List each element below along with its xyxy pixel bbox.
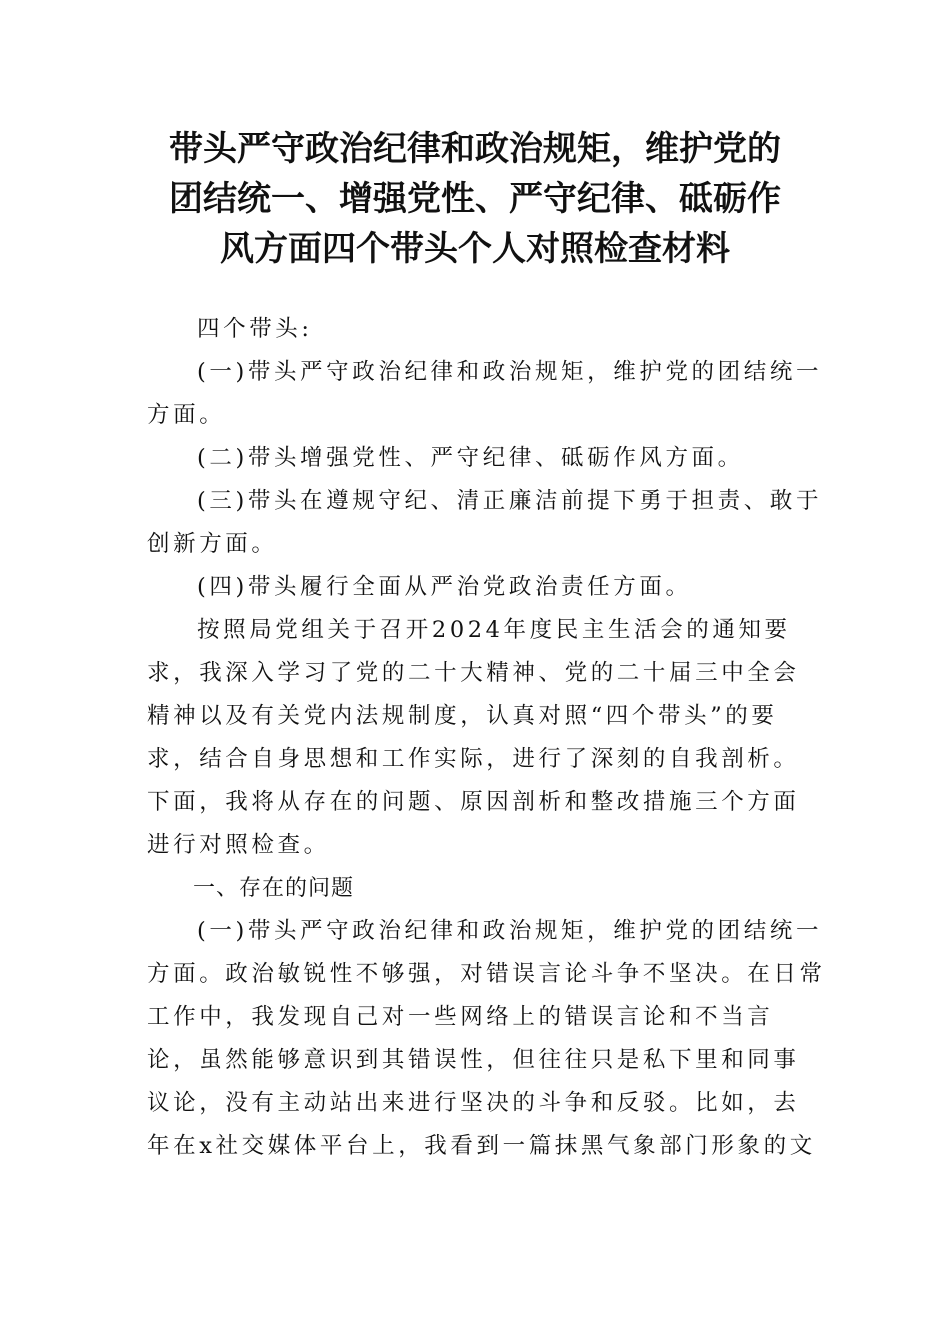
title-line-1: 带头严守政治纪律和政治规矩，维护党的 <box>169 129 781 169</box>
intro-heading: 四个带头: <box>197 316 313 342</box>
paragraph-line: 求，我深入学习了党的二十大精神、党的二十届三中全会 <box>147 660 800 686</box>
section-line: 年在x社交媒体平台上，我看到一篇抹黑气象部门形象的文 <box>147 1133 816 1159</box>
intro-item-3-cont: 创新方面。 <box>147 531 278 557</box>
title-line-3: 风方面四个带头个人对照检查材料 <box>220 229 730 269</box>
section-line: 议论，没有主动站出来进行坚决的斗争和反驳。比如，去 <box>147 1090 800 1116</box>
document-title <box>120 124 830 274</box>
section-line: (一)带头严守政治纪律和政治规矩，维护党的团结统一 <box>197 918 823 944</box>
section-line: 论，虽然能够意识到其错误性，但往往只是私下里和同事 <box>147 1047 800 1073</box>
paragraph-line: 下面，我将从存在的问题、原因剖析和整改措施三个方面 <box>147 789 800 815</box>
document-body <box>147 308 826 1168</box>
paragraph-line: 按照局党组关于召开2024年度民主生活会的通知要 <box>197 617 791 643</box>
intro-item-3: (三)带头在遵规守纪、清正廉洁前提下勇于担责、敢于 <box>197 488 823 514</box>
section-line: 方面。政治敏锐性不够强，对错误言论斗争不坚决。在日常 <box>147 961 826 987</box>
paragraph-line: 精神以及有关党内法规制度，认真对照“四个带头”的要 <box>147 703 778 729</box>
paragraph-line: 进行对照检查。 <box>147 832 330 858</box>
intro-item-4: (四)带头履行全面从严治党政治责任方面。 <box>197 574 692 600</box>
intro-item-1: (一)带头严守政治纪律和政治规矩，维护党的团结统一 <box>197 359 823 385</box>
section-heading: 一、存在的问题 <box>193 876 355 901</box>
section-line: 工作中，我发现自己对一些网络上的错误言论和不当言 <box>147 1004 774 1030</box>
title-line-2: 团结统一、增强党性、严守纪律、砥砺作 <box>169 179 781 219</box>
paragraph-line: 求，结合自身思想和工作实际，进行了深刻的自我剖析。 <box>147 746 800 772</box>
intro-item-1-cont: 方面。 <box>147 402 226 428</box>
intro-item-2: (二)带头增强党性、严守纪律、砥砺作风方面。 <box>197 445 744 471</box>
